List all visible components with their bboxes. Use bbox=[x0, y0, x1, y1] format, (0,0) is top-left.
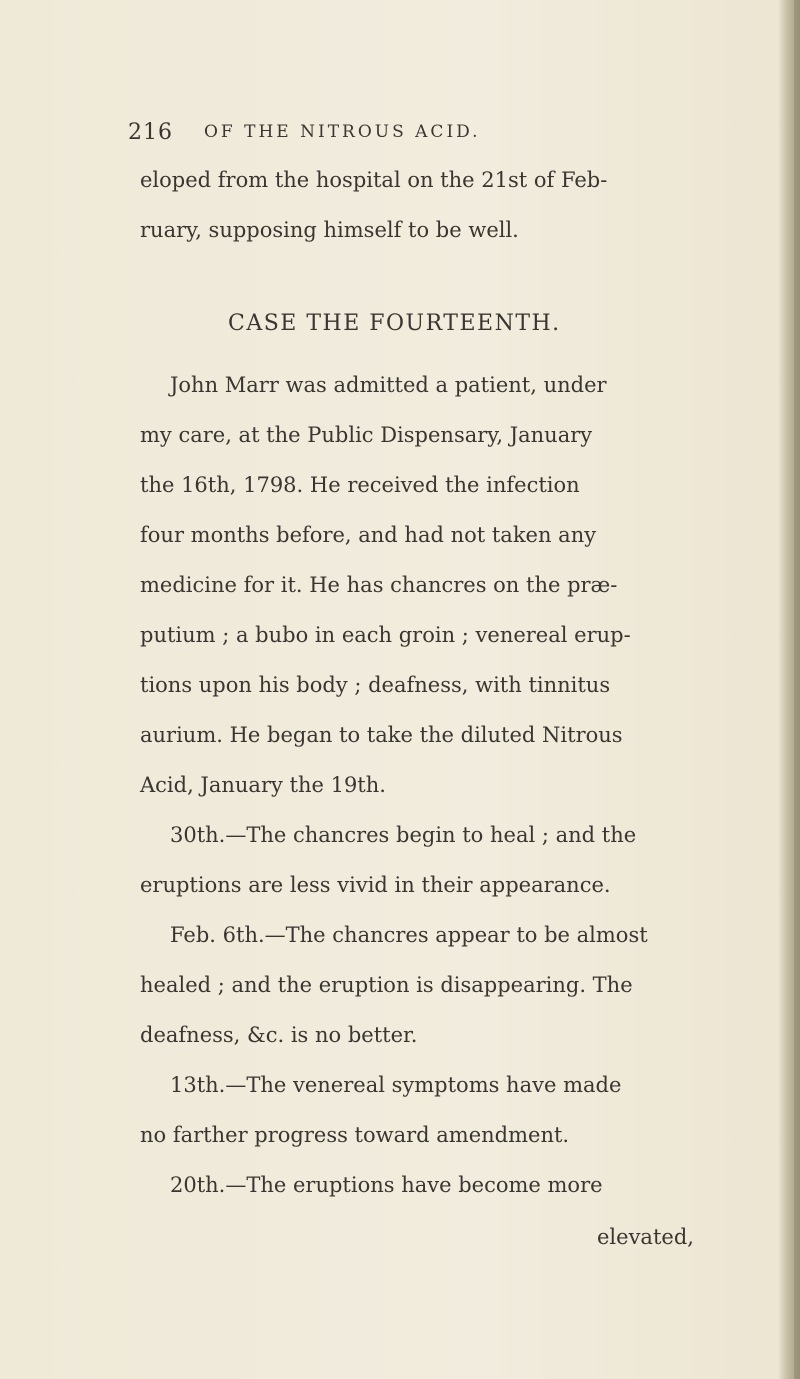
text-line: the 16th, 1798. He received the infection bbox=[140, 473, 580, 497]
text-line: 13th.—The venereal symptoms have made bbox=[170, 1073, 622, 1097]
text-line: Acid, January the 19th. bbox=[140, 773, 386, 797]
page-header bbox=[128, 120, 688, 148]
text-line: Feb. 6th.—The chancres appear to be almost bbox=[170, 923, 648, 947]
case-heading: CASE THE FOURTEENTH. bbox=[228, 311, 561, 336]
text-line: deafness, &c. is no better. bbox=[140, 1023, 418, 1047]
text-line: eloped from the hospital on the 21st of Feb- bbox=[140, 168, 608, 192]
text-line: aurium. He began to take the diluted Nitrous bbox=[140, 723, 623, 747]
text-line: four months before, and had not taken any bbox=[140, 523, 597, 547]
running-title: OF THE NITROUS ACID. bbox=[204, 122, 481, 142]
page-number: 216 bbox=[128, 120, 173, 145]
text-line: healed ; and the eruption is disappearing. The bbox=[140, 973, 633, 997]
page-binding-edge bbox=[794, 0, 800, 1379]
text-line: putium ; a bubo in each groin ; venereal erup- bbox=[140, 623, 631, 647]
text-line: my care, at the Public Dispensary, January bbox=[140, 423, 593, 447]
text-line: 20th.—The eruptions have become more bbox=[170, 1173, 603, 1197]
text-line: tions upon his body ; deafness, with tinnitus bbox=[140, 673, 611, 697]
text-line: medicine for it. He has chancres on the præ- bbox=[140, 573, 618, 597]
text-line: 30th.—The chancres begin to heal ; and the bbox=[170, 823, 637, 847]
text-line: ruary, supposing himself to be well. bbox=[140, 218, 519, 242]
text-line: John Marr was admitted a patient, under bbox=[170, 373, 607, 397]
text-line: no farther progress toward amendment. bbox=[140, 1123, 570, 1147]
text-line: eruptions are less vivid in their appearance. bbox=[140, 873, 611, 897]
catchword: elevated, bbox=[597, 1225, 694, 1249]
